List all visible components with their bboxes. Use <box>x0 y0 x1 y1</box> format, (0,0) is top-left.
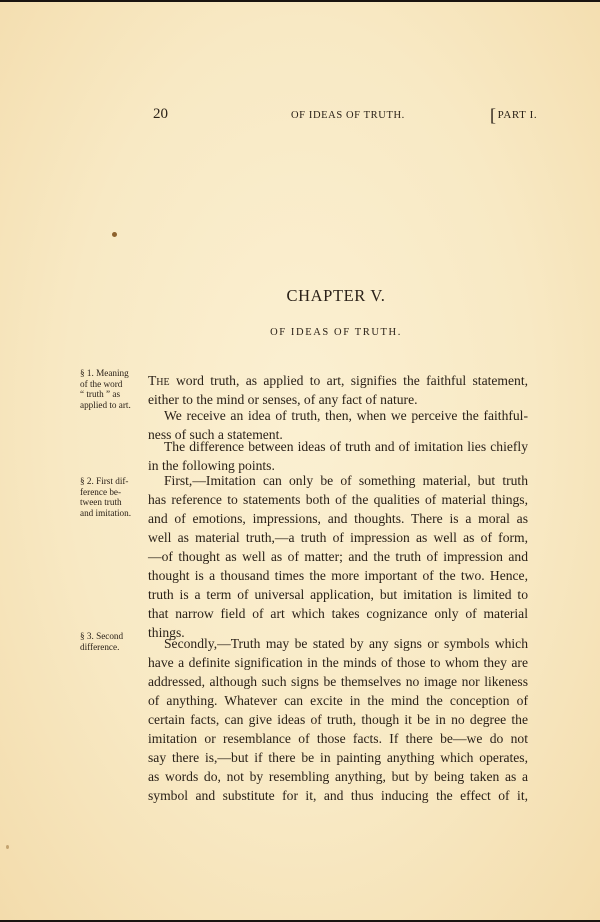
chapter-subtitle: OF IDEAS OF TRUTH. <box>270 327 402 338</box>
side-note-line: tween truth <box>80 497 122 507</box>
side-note-line: ference be- <box>80 486 122 497</box>
text-line: as words do, not by resembling anything, but by being taken as a <box>148 769 528 784</box>
side-note-line: of the word <box>80 378 123 389</box>
text-line: The difference between ideas of truth and of imitation lies chiefly <box>164 439 528 454</box>
text-line-content: word truth, as applied to art, signifies the faithful statement, <box>169 373 528 388</box>
paragraph-4 <box>148 471 528 642</box>
text-line: and of emotions, impressions, and thoughts. There is a moral as <box>148 511 528 526</box>
chapter-title: CHAPTER V. <box>286 286 386 305</box>
text-line: truth is a term of universal application, but imitation is limited to <box>148 587 528 602</box>
side-note-line: and imitation. <box>80 507 132 518</box>
text-line: has reference to statements both of the qualities of material things, <box>148 492 528 507</box>
text-line: either to the mind or senses, of any fact of nature. <box>148 392 418 407</box>
text-line: of anything. Whatever can excite in the mind the conception of <box>148 693 528 708</box>
page-number: 20 <box>153 106 168 122</box>
side-note-line: “ truth ” as <box>80 389 121 399</box>
side-note-section-2 <box>80 476 148 518</box>
side-note-line: § 3. Second <box>80 631 124 641</box>
text-line: —of thought as well as of matter; and the truth of impression and <box>148 549 528 564</box>
text-line: ness of such a statement. <box>148 427 283 442</box>
text-line: have a definite signification in the minds of those to whom they are <box>148 655 528 670</box>
part-label <box>490 105 538 125</box>
text-line: thought is a thousand times the more important of the two. Hence, <box>148 568 528 583</box>
bracket-glyph: [ <box>490 105 497 125</box>
paragraph-1 <box>148 371 528 409</box>
text-line: First,—Imitation can only be of something material, but truth <box>164 473 528 488</box>
side-note-line: difference. <box>80 641 120 652</box>
text-line <box>148 371 528 390</box>
side-note-line: § 1. Meaning <box>80 368 129 378</box>
side-note-line: applied to art. <box>80 399 131 410</box>
text-line: symbol and substitute for it, and thus inducing the effect of it, <box>148 788 528 803</box>
side-note-section-3 <box>80 631 148 652</box>
paragraph-5 <box>148 634 528 805</box>
text-line: things. <box>148 625 185 640</box>
foxing-spot <box>112 232 117 237</box>
text-line: say there is,—but if there be in painting anything which operates, <box>148 750 528 765</box>
lead-word: The <box>148 373 170 388</box>
text-line: in the following points. <box>148 458 275 473</box>
part-label-text: PART I. <box>497 109 538 121</box>
text-line: Secondly,—Truth may be stated by any signs or symbols which <box>164 636 528 651</box>
paragraph-3 <box>148 437 528 475</box>
side-note-line: § 2. First dif- <box>80 476 129 486</box>
text-line: imitation or resemblance of those facts. If there be—we do not <box>148 731 528 746</box>
text-line: that narrow field of art which takes cognizance only of material <box>148 606 528 621</box>
running-head <box>0 106 600 126</box>
side-note-section-1 <box>80 368 148 410</box>
text-line: We receive an idea of truth, then, when we perceive the faithful- <box>164 408 528 423</box>
text-line: addressed, although such signs be themselves no image nor likeness <box>148 674 528 689</box>
foxing-spot <box>6 845 9 849</box>
text-line: certain facts, can give ideas of truth, though it be in no degree the <box>148 712 528 727</box>
running-title: OF IDEAS OF TRUTH. <box>291 110 405 121</box>
text-line: well as material truth,—a truth of impression as well as of form, <box>148 530 528 545</box>
